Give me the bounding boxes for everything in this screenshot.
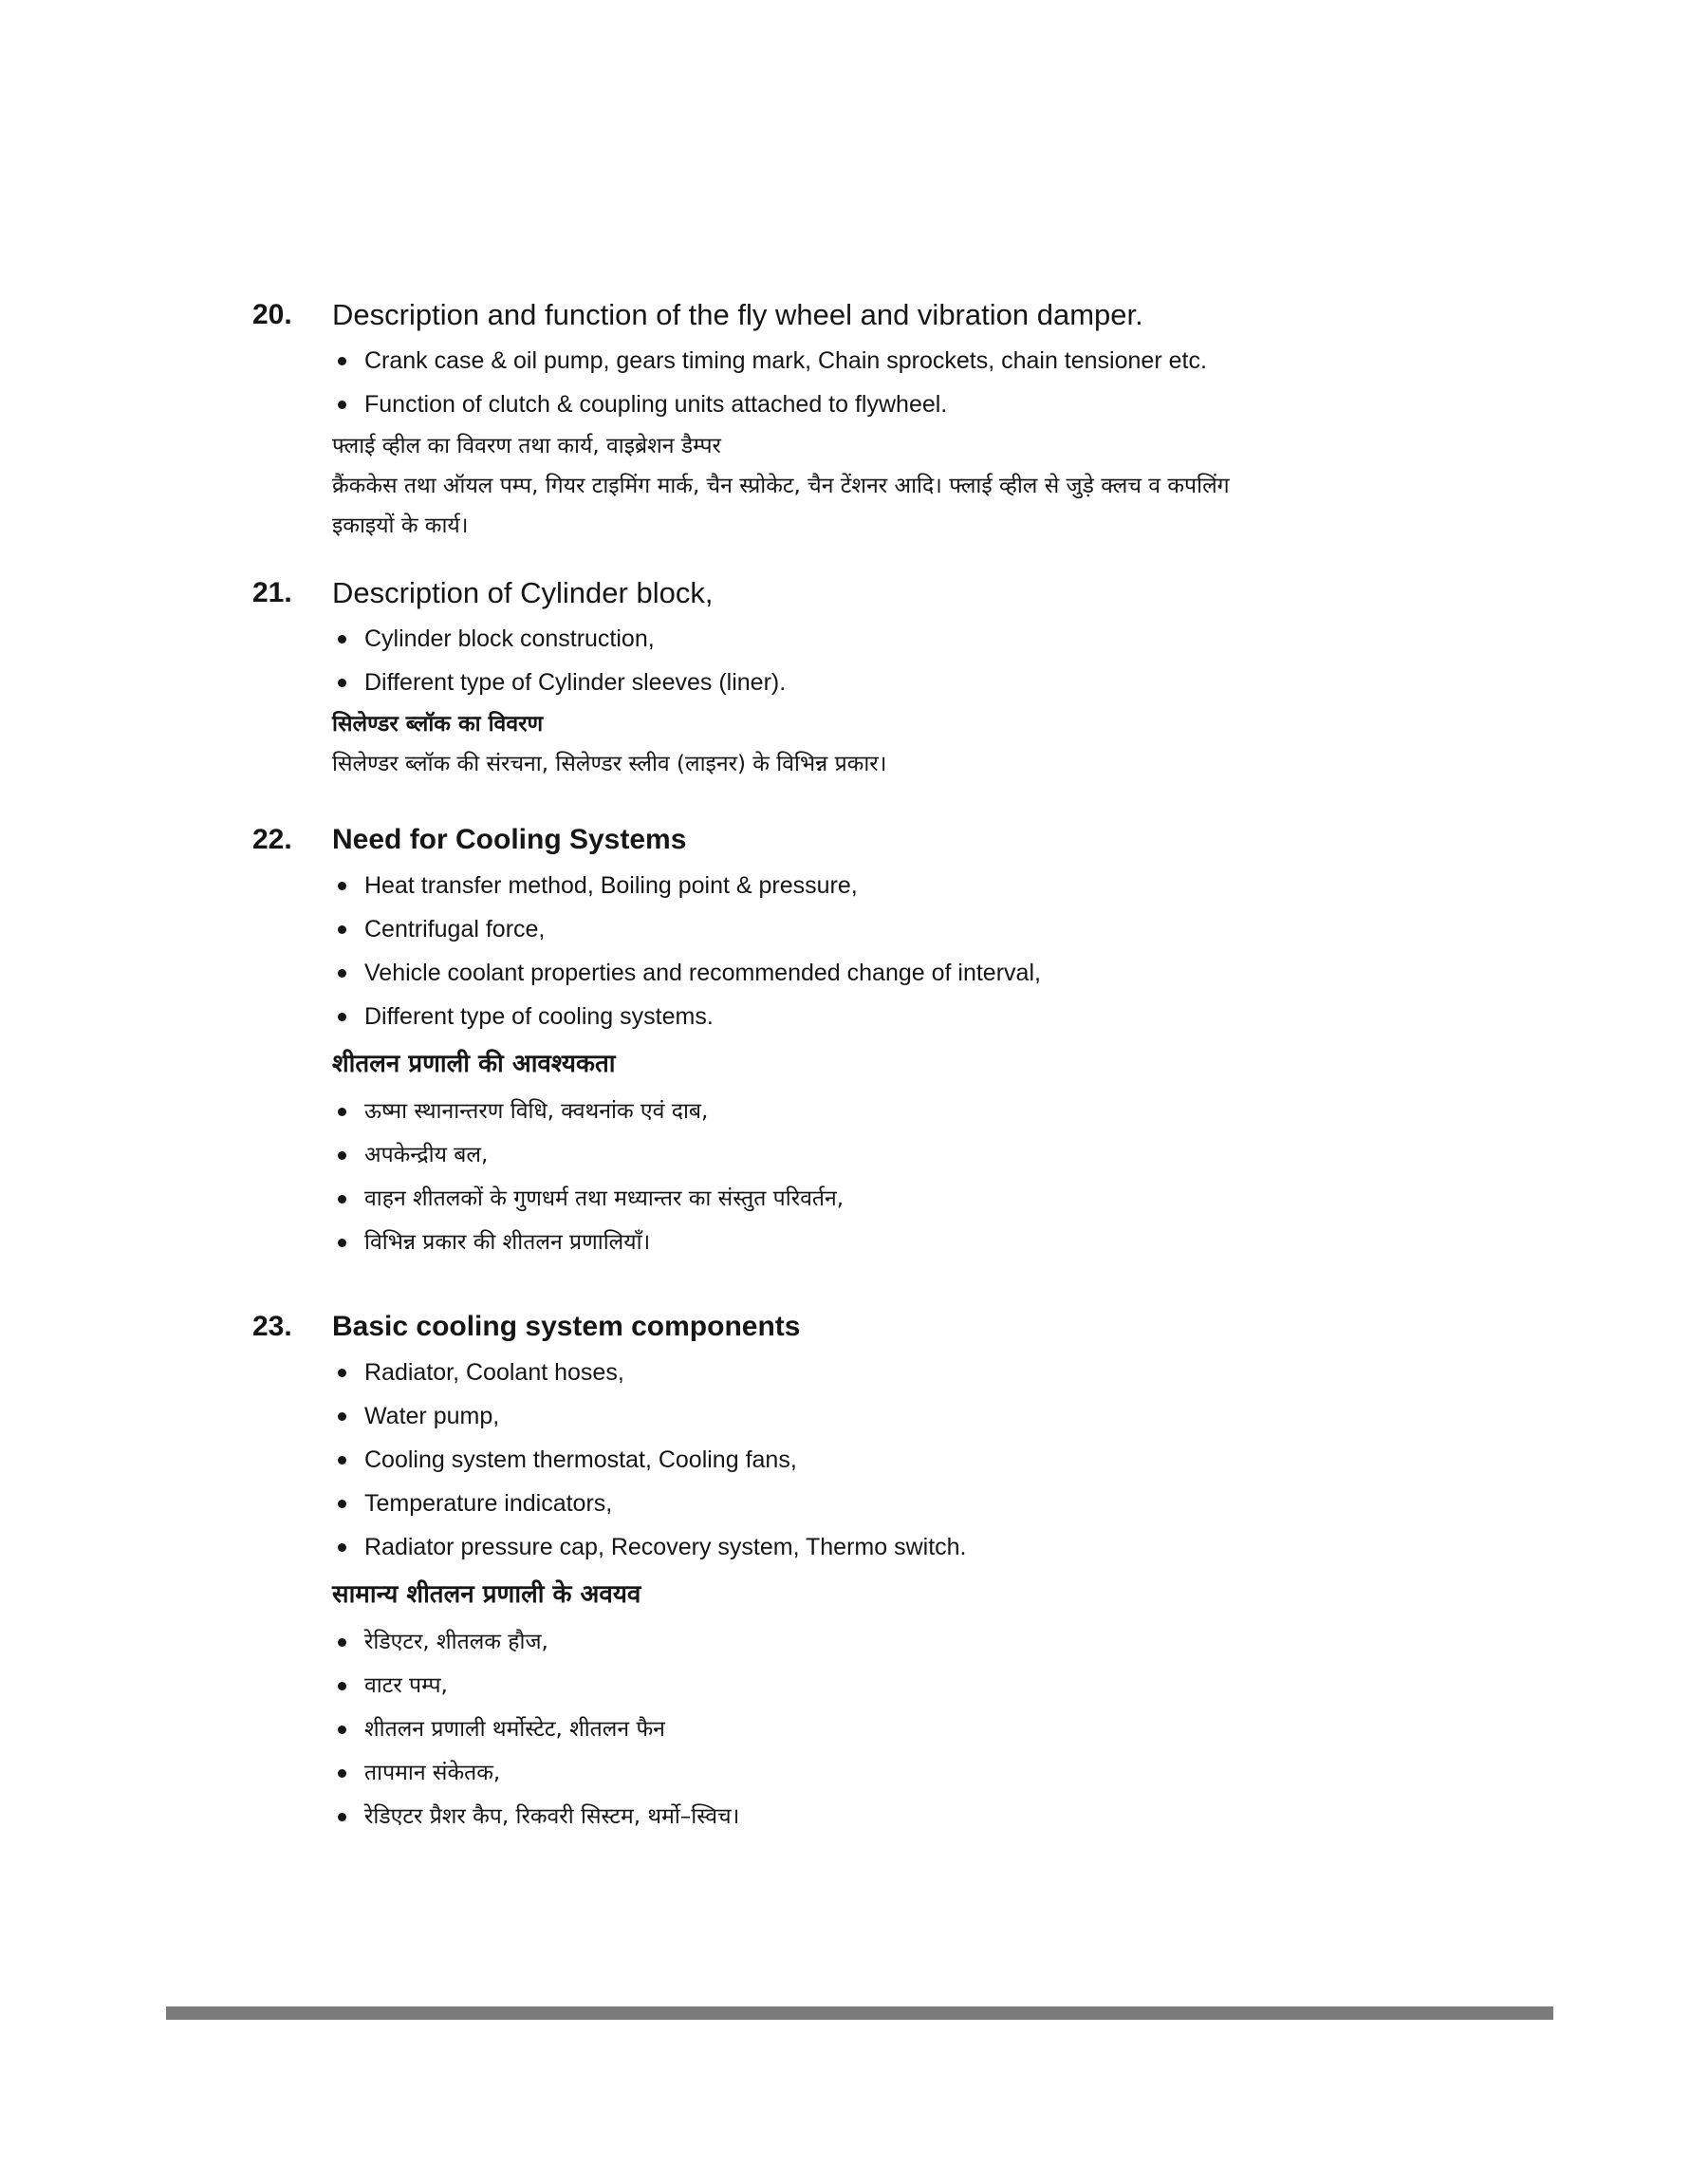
- list-item: [332, 661, 1486, 704]
- section-title: Need for Cooling Systems: [332, 824, 687, 855]
- bullet-list: [252, 339, 1486, 426]
- bullet-icon: [338, 1638, 346, 1647]
- section-heading: [252, 816, 1486, 864]
- list-item: [332, 617, 1486, 661]
- bullet-icon: [338, 357, 346, 365]
- list-item-text: Cooling system thermostat, Cooling fans,: [364, 1446, 797, 1473]
- bullet-icon: [338, 1013, 346, 1021]
- list-item: [332, 907, 1486, 951]
- section-title: Basic cooling system components: [332, 1311, 801, 1342]
- hindi-line: क्रैंककेस तथा ऑयल पम्प, गियर टाइमिंग मार्क, चैन स्प्रोकेट, चैन टेंशनर आदि। फ्लाई व्हील से जुड़े क्लच व कपलिंग: [332, 474, 1230, 498]
- list-item-text: शीतलन प्रणाली थर्मोस्टेट, शीतलन फैन: [364, 1717, 665, 1742]
- hindi-heading: सामान्य शीतलन प्रणाली के अवयव: [332, 1580, 641, 1609]
- hindi-line: इकाइयों के कार्य।: [332, 513, 469, 538]
- list-item: [332, 1482, 1486, 1525]
- section-heading: [252, 569, 1486, 617]
- list-item: [332, 1351, 1486, 1394]
- list-item-text: Heat transfer method, Boiling point & pressure,: [364, 872, 858, 899]
- bullet-icon: [338, 1543, 346, 1552]
- list-item: [332, 1090, 1486, 1133]
- bullet-icon: [338, 1412, 346, 1421]
- hindi-paragraph: [252, 426, 1486, 546]
- bullet-list: [252, 1351, 1486, 1569]
- section-number: 23.: [252, 1311, 292, 1342]
- footer-divider: [166, 2006, 1553, 2020]
- list-item: [332, 864, 1486, 907]
- list-item-text: वाटर पम्प,: [364, 1673, 448, 1698]
- list-item-text: Function of clutch & coupling units attached to flywheel.: [364, 391, 948, 418]
- list-item: [332, 995, 1486, 1038]
- bullet-icon: [338, 1108, 346, 1116]
- section-22: [252, 816, 1486, 1264]
- list-item: [332, 1707, 1486, 1751]
- bullet-icon: [338, 1151, 346, 1160]
- section-heading: [252, 1303, 1486, 1351]
- list-item: [332, 382, 1486, 426]
- list-item-text: Different type of Cylinder sleeves (liner).: [364, 669, 787, 696]
- list-item-text: Centrifugal force,: [364, 916, 546, 942]
- bullet-icon: [338, 1195, 346, 1203]
- list-item-text: Crank case & oil pump, gears timing mark, Chain sprockets, chain tensioner etc.: [364, 347, 1207, 374]
- bullet-icon: [338, 401, 346, 409]
- section-21: [252, 569, 1486, 784]
- hindi-bullet-list: [252, 1620, 1486, 1838]
- bullet-list: [252, 864, 1486, 1038]
- list-item-text: अपकेन्द्रीय बल,: [364, 1143, 489, 1167]
- section-title: Description of Cylinder block,: [332, 576, 714, 609]
- list-item: [332, 1751, 1486, 1795]
- bullet-icon: [338, 1500, 346, 1508]
- list-item: [332, 1438, 1486, 1482]
- list-item: [332, 951, 1486, 995]
- list-item-text: ऊष्मा स्थानान्तरण विधि, क्वथनांक एवं दाब,: [364, 1099, 709, 1124]
- list-item-text: तापमान संकेतक,: [364, 1761, 501, 1785]
- list-item-text: वाहन शीतलकों के गुणधर्म तथा मध्यान्तर का संस्तुत परिवर्तन,: [364, 1186, 845, 1211]
- bullet-icon: [338, 679, 346, 687]
- section-heading: [252, 291, 1486, 339]
- bullet-icon: [338, 1456, 346, 1465]
- section-23: [252, 1303, 1486, 1838]
- list-item-text: रेडिएटर, शीतलक हौज,: [364, 1630, 548, 1654]
- list-item-text: Vehicle coolant properties and recommended change of interval,: [364, 960, 1041, 986]
- list-item: [332, 1394, 1486, 1438]
- list-item-text: रेडिएटर प्रैशर कैप, रिकवरी सिस्टम, थर्मो–स्विच।: [364, 1804, 740, 1829]
- bullet-icon: [338, 969, 346, 978]
- section-number: 21.: [252, 577, 292, 608]
- list-item-text: Temperature indicators,: [364, 1490, 613, 1517]
- bullet-icon: [338, 1369, 346, 1377]
- bullet-icon: [338, 1682, 346, 1690]
- bullet-icon: [338, 1813, 346, 1821]
- list-item-text: Cylinder block construction,: [364, 625, 655, 652]
- list-item-text: Different type of cooling systems.: [364, 1003, 714, 1030]
- list-item: [332, 1177, 1486, 1221]
- list-item: [332, 1221, 1486, 1264]
- bullet-icon: [338, 925, 346, 934]
- section-20: [252, 291, 1486, 546]
- hindi-line: फ्लाई व्हील का विवरण तथा कार्य, वाइब्रेशन डैम्पर: [332, 434, 721, 458]
- list-item-text: विभिन्न प्रकार की शीतलन प्रणालियाँ।: [364, 1230, 651, 1255]
- bullet-icon: [338, 635, 346, 644]
- hindi-line: सिलेण्डर ब्लॉक की संरचना, सिलेण्डर स्लीव (लाइनर) के विभिन्न प्रकार।: [332, 752, 887, 776]
- list-item-text: Radiator, Coolant hoses,: [364, 1359, 624, 1386]
- list-item-text: Radiator pressure cap, Recovery system, Thermo switch.: [364, 1534, 967, 1560]
- list-item: [332, 1795, 1486, 1838]
- list-item: [332, 1525, 1486, 1569]
- bullet-list: [252, 617, 1486, 704]
- bullet-icon: [338, 1769, 346, 1778]
- section-number: 22.: [252, 824, 292, 855]
- list-item: [332, 1664, 1486, 1707]
- list-item: [332, 1133, 1486, 1177]
- section-title: Description and function of the fly wheel and vibration damper.: [332, 298, 1143, 331]
- bullet-icon: [338, 1726, 346, 1734]
- hindi-bullet-list: [252, 1090, 1486, 1264]
- list-item-text: Water pump,: [364, 1403, 500, 1429]
- hindi-heading: सिलेण्डर ब्लॉक का विवरण: [332, 712, 544, 737]
- list-item: [332, 1620, 1486, 1664]
- hindi-heading: शीतलन प्रणाली की आवश्यकता: [332, 1050, 616, 1078]
- section-number: 20.: [252, 299, 292, 330]
- bullet-icon: [338, 1239, 346, 1247]
- bullet-icon: [338, 882, 346, 890]
- list-item: [332, 339, 1486, 382]
